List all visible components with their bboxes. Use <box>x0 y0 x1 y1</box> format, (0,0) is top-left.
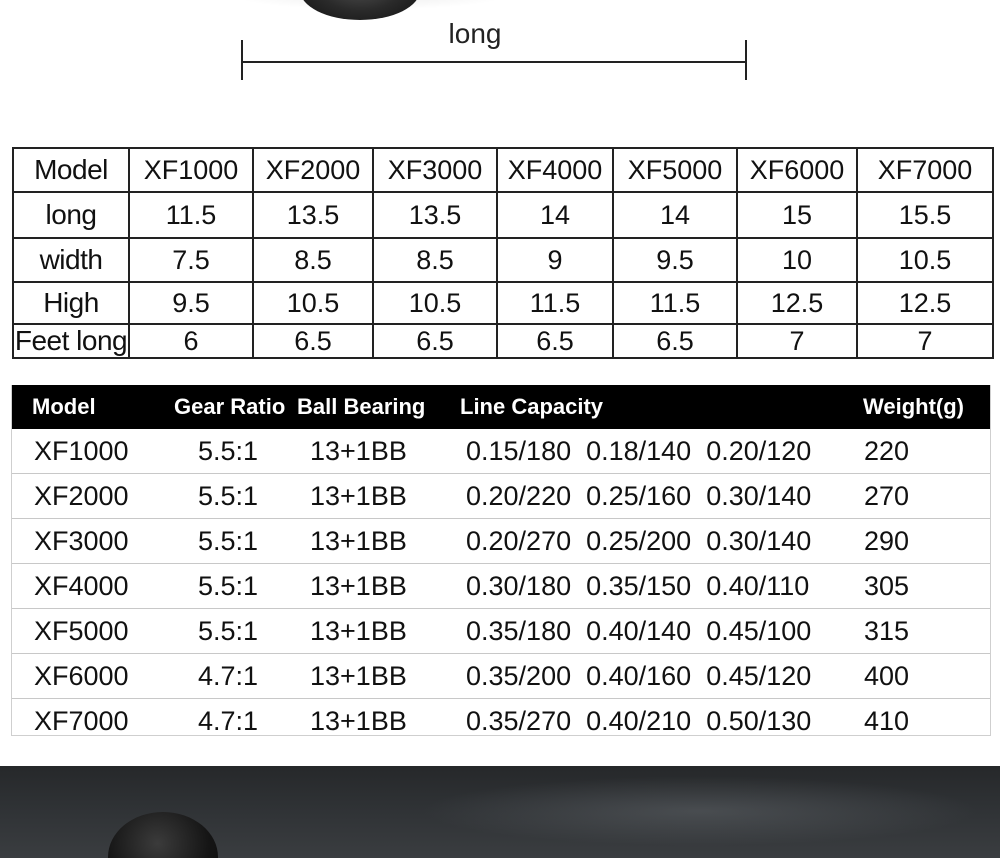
spec-weight: 305 <box>864 571 910 601</box>
spec-ball-bearing: 13+1BB <box>310 481 407 511</box>
size-table-row-label: width <box>13 238 129 282</box>
spec-table-row <box>12 519 990 564</box>
spec-ball-bearing: 13+1BB <box>310 616 407 646</box>
size-table-cell: 10 <box>737 238 857 282</box>
spec-gear-ratio: 4.7:1 <box>198 661 259 691</box>
size-table-cell: 15.5 <box>857 192 993 238</box>
size-table-header-cell: XF6000 <box>737 148 857 192</box>
spec-weight: 290 <box>864 526 910 556</box>
size-table <box>12 147 994 359</box>
spec-line-capacity: 0.35/200 0.40/160 0.45/120 <box>466 661 812 691</box>
size-table-cell: 9.5 <box>129 282 253 324</box>
size-table-cell: 7 <box>737 324 857 358</box>
spec-line-capacity: 0.35/180 0.40/140 0.45/100 <box>466 616 812 646</box>
spec-ball-bearing: 13+1BB <box>310 436 407 466</box>
spec-ball-bearing: 13+1BB <box>310 526 407 556</box>
reel-product-image-bottom <box>108 812 218 858</box>
spec-model: XF4000 <box>34 571 129 601</box>
product-photo-bottom <box>0 766 1000 858</box>
size-table-cell: 14 <box>497 192 613 238</box>
size-table-cell: 13.5 <box>253 192 373 238</box>
header-model: Model <box>32 394 96 419</box>
size-table-header-cell: XF5000 <box>613 148 737 192</box>
size-table-cell: 8.5 <box>373 238 497 282</box>
reel-product-image-top <box>300 0 420 20</box>
size-table-row <box>13 238 993 282</box>
spec-table-row <box>12 654 990 699</box>
size-table-cell: 12.5 <box>857 282 993 324</box>
size-table-cell: 13.5 <box>373 192 497 238</box>
size-table-cell: 15 <box>737 192 857 238</box>
spec-table-body <box>12 429 990 743</box>
size-table-header-cell: XF2000 <box>253 148 373 192</box>
size-table-row-label: long <box>13 192 129 238</box>
spec-line-capacity: 0.35/270 0.40/210 0.50/130 <box>466 706 812 736</box>
spec-table-row <box>12 609 990 654</box>
size-table-cell: 11.5 <box>497 282 613 324</box>
size-table-cell: 9 <box>497 238 613 282</box>
size-table-cell: 6.5 <box>253 324 373 358</box>
spec-gear-ratio: 5.5:1 <box>198 616 259 646</box>
size-table-header-cell: XF7000 <box>857 148 993 192</box>
size-table-cell: 7.5 <box>129 238 253 282</box>
dimension-tick-left <box>241 40 243 80</box>
size-table-cell: 8.5 <box>253 238 373 282</box>
size-table-cell: 9.5 <box>613 238 737 282</box>
spec-weight: 270 <box>864 481 910 511</box>
spec-gear-ratio: 5.5:1 <box>198 571 259 601</box>
size-table-header-row <box>13 148 993 192</box>
size-table-header-model: Model <box>13 148 129 192</box>
spec-table <box>11 385 991 736</box>
photo-background-glow <box>420 776 980 846</box>
spec-model: XF3000 <box>34 526 129 556</box>
dimension-line <box>242 61 747 63</box>
spec-line-capacity: 0.30/180 0.35/150 0.40/110 <box>466 571 810 601</box>
spec-line-capacity: 0.20/270 0.25/200 0.30/140 <box>466 526 812 556</box>
spec-model: XF7000 <box>34 706 129 736</box>
size-table-header-cell: XF4000 <box>497 148 613 192</box>
spec-model: XF2000 <box>34 481 129 511</box>
size-table-header-cell: XF1000 <box>129 148 253 192</box>
spec-ball-bearing: 13+1BB <box>310 706 407 736</box>
size-table-header-cell: XF3000 <box>373 148 497 192</box>
size-table-cell: 6.5 <box>497 324 613 358</box>
size-table-cell: 6.5 <box>373 324 497 358</box>
size-table-row <box>13 282 993 324</box>
size-table-cell: 10.5 <box>373 282 497 324</box>
spec-ball-bearing: 13+1BB <box>310 661 407 691</box>
header-gear-ratio: Gear Ratio <box>174 394 286 419</box>
size-table-cell: 12.5 <box>737 282 857 324</box>
spec-model: XF5000 <box>34 616 129 646</box>
size-table-row-label: High <box>13 282 129 324</box>
spec-model: XF6000 <box>34 661 129 691</box>
header-line-capacity: Line Capacity <box>460 394 604 419</box>
spec-weight: 400 <box>864 661 910 691</box>
spec-table-row <box>12 699 990 743</box>
spec-model: XF1000 <box>34 436 129 466</box>
spec-gear-ratio: 5.5:1 <box>198 526 259 556</box>
spec-table-row <box>12 564 990 609</box>
spec-line-capacity: 0.15/180 0.18/140 0.20/120 <box>466 436 812 466</box>
size-table-cell: 7 <box>857 324 993 358</box>
spec-weight: 315 <box>864 616 910 646</box>
spec-weight: 410 <box>864 706 910 736</box>
spec-weight: 220 <box>864 436 910 466</box>
header-weight: Weight(g) <box>863 394 965 419</box>
dimension-tick-right <box>745 40 747 80</box>
spec-ball-bearing: 13+1BB <box>310 571 407 601</box>
spec-table-row <box>12 429 990 474</box>
header-ball-bearing: Ball Bearing <box>297 394 426 419</box>
spec-line-capacity: 0.20/220 0.25/160 0.30/140 <box>466 481 812 511</box>
size-table-row <box>13 192 993 238</box>
size-table-cell: 10.5 <box>857 238 993 282</box>
spec-table-row <box>12 474 990 519</box>
spec-gear-ratio: 4.7:1 <box>198 706 259 736</box>
size-table-row <box>13 324 993 358</box>
size-table-cell: 14 <box>613 192 737 238</box>
size-table-cell: 6 <box>129 324 253 358</box>
spec-gear-ratio: 5.5:1 <box>198 436 259 466</box>
spec-gear-ratio: 5.5:1 <box>198 481 259 511</box>
size-table-cell: 10.5 <box>253 282 373 324</box>
size-table-row-label: Feet long <box>14 325 128 356</box>
dimension-label: long <box>448 18 502 49</box>
size-table-cell: 11.5 <box>129 192 253 238</box>
spec-table-header <box>12 385 990 429</box>
size-table-cell: 6.5 <box>613 324 737 358</box>
size-table-cell: 11.5 <box>613 282 737 324</box>
